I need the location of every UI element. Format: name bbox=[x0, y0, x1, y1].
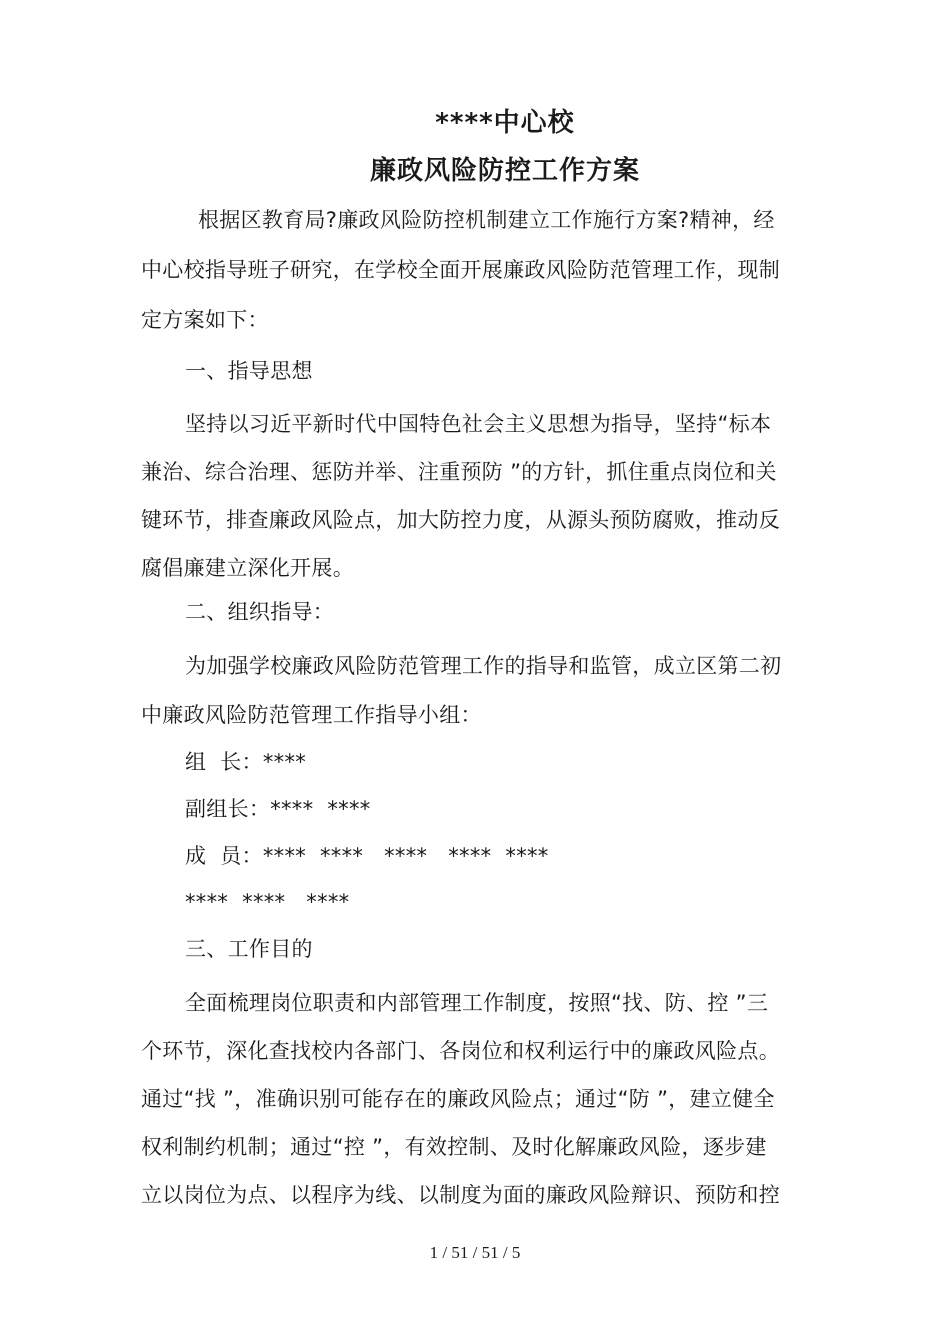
paragraph-line: 通过“找 ”，准确识别可能存在的廉政风险点；通过“防 ”，建立健全 bbox=[141, 1087, 775, 1111]
member-line: 组 长：**** bbox=[185, 750, 307, 774]
member-line: 成 员：**** **** **** **** **** bbox=[185, 844, 549, 868]
member-line: 副组长：**** **** bbox=[185, 797, 371, 821]
document-title: 廉政风险防控工作方案 bbox=[369, 156, 640, 186]
paragraph-line: 腐倡廉建立深化开展。 bbox=[141, 556, 354, 580]
member-line: **** **** **** bbox=[185, 890, 350, 914]
paragraph-line: 全面梳理岗位职责和内部管理工作制度，按照“找、防、控 ”三 bbox=[185, 991, 769, 1015]
paragraph-line: 中廉政风险防范管理工作指导小组： bbox=[141, 703, 482, 727]
paragraph-line: 为加强学校廉政风险防范管理工作的指导和监管，成立区第二初 bbox=[185, 654, 782, 678]
paragraph-line: 坚持以习近平新时代中国特色社会主义思想为指导，坚持“标本 bbox=[185, 412, 772, 436]
paragraph-line: 立以岗位为点、以程序为线、以制度为面的廉政风险辩识、预防和控 bbox=[141, 1183, 780, 1207]
paragraph-line: 个环节，深化查找校内各部门、各岗位和权利运行中的廉政风险点。 bbox=[141, 1039, 780, 1063]
paragraph-line: 兼治、综合治理、惩防并举、注重预防 ”的方针，抓住重点岗位和关 bbox=[141, 460, 777, 484]
school-title: ****中心校 bbox=[435, 108, 575, 138]
section-heading: 二、组织指导： bbox=[185, 600, 335, 624]
intro-line: 定方案如下： bbox=[141, 308, 269, 332]
intro-line: 中心校指导班子研究，在学校全面开展廉政风险防范管理工作，现制 bbox=[141, 258, 780, 282]
intro-line: 根据区教育局?廉政风险防控机制建立工作施行方案?精神，经 bbox=[198, 208, 775, 232]
page-number: 1 / 51 / 51 / 5 bbox=[429, 1243, 521, 1262]
section-heading: 三、工作目的 bbox=[185, 937, 313, 961]
paragraph-line: 键环节，排查廉政风险点，加大防控力度，从源头预防腐败，推动反 bbox=[141, 508, 780, 532]
section-heading: 一、指导思想 bbox=[185, 359, 313, 383]
paragraph-line: 权利制约机制；通过“控 ”，有效控制、及时化解廉政风险，逐步建 bbox=[141, 1135, 767, 1159]
